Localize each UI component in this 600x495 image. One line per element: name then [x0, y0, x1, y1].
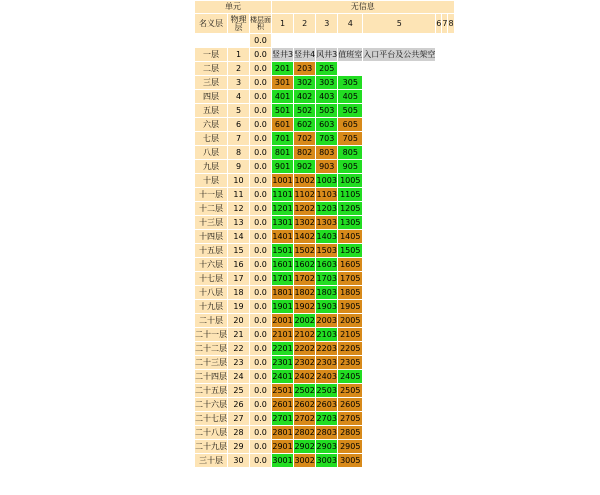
unit-cell[interactable]: 1605	[338, 258, 362, 271]
floor-name-cell: 十五层	[195, 244, 227, 257]
floor-phys-cell: 21	[228, 328, 249, 341]
floor-row	[195, 370, 454, 383]
name-floor-header: 名义层	[195, 14, 227, 33]
floor-name-cell: 二十一层	[195, 328, 227, 341]
unit-cell[interactable]: 2303	[316, 356, 337, 369]
floor-row	[195, 118, 454, 131]
unit-cell[interactable]: 2401	[272, 370, 293, 383]
floor-phys-cell: 11	[228, 188, 249, 201]
floor-area-cell: 0.0	[250, 244, 271, 257]
unit-cell[interactable]: 303	[316, 76, 337, 89]
floor-phys-cell: 13	[228, 216, 249, 229]
empty-cell	[363, 202, 453, 215]
unit-cell[interactable]: 803	[316, 146, 337, 159]
col-header-2: 2	[294, 14, 315, 33]
unit-cell[interactable]: 501	[272, 104, 293, 117]
unit-cell[interactable]: 2701	[272, 412, 293, 425]
floor-row	[195, 300, 454, 313]
floor-area-cell: 0.0	[250, 230, 271, 243]
unit-cell[interactable]: 1005	[338, 174, 362, 187]
floor-phys-cell: 12	[228, 202, 249, 215]
floor-name-cell: 二十八层	[195, 426, 227, 439]
unit-cell[interactable]: 1501	[272, 244, 293, 257]
floor-name-cell: 二十二层	[195, 342, 227, 355]
floor-row	[195, 342, 454, 355]
floor-phys-cell: 1	[228, 48, 249, 61]
col-header-5: 5	[363, 14, 435, 33]
unit-cell[interactable]: 2602	[294, 398, 315, 411]
unit-cell[interactable]: 1702	[294, 272, 315, 285]
unit-cell[interactable]: 703	[316, 132, 337, 145]
floor-phys-cell: 6	[228, 118, 249, 131]
empty-cell	[363, 412, 453, 425]
unit-cell[interactable]: 705	[338, 132, 362, 145]
unit-cell[interactable]: 2001	[272, 314, 293, 327]
floor-name-cell: 十八层	[195, 286, 227, 299]
empty-cell	[363, 384, 453, 397]
empty-cell	[363, 216, 453, 229]
floor-name-cell: 七层	[195, 132, 227, 145]
unit-cell[interactable]: 605	[338, 118, 362, 131]
unit-cell[interactable]: 603	[316, 118, 337, 131]
floor-area-cell: 0.0	[250, 146, 271, 159]
empty-cell	[363, 342, 453, 355]
floor-area-cell: 0.0	[250, 104, 271, 117]
floor-name-cell: 九层	[195, 160, 227, 173]
unit-cell[interactable]: 2803	[316, 426, 337, 439]
unit-cell[interactable]: 2501	[272, 384, 293, 397]
unit-cell[interactable]: 2605	[338, 398, 362, 411]
floor-row	[195, 188, 454, 201]
floor-area-cell: 0.0	[250, 426, 271, 439]
floor-row	[195, 272, 454, 285]
floor-phys-cell: 25	[228, 384, 249, 397]
floor-area-header: 楼层面积	[250, 14, 271, 33]
unit-cell[interactable]: 203	[294, 62, 315, 75]
unit-cell[interactable]: 2402	[294, 370, 315, 383]
unit-cell[interactable]: 1205	[338, 202, 362, 215]
col-header-3: 3	[316, 14, 337, 33]
facility-cell[interactable]: 竖井4	[294, 48, 315, 61]
empty-cell	[363, 104, 453, 117]
unit-cell[interactable]: 2302	[294, 356, 315, 369]
floor-name-cell: 六层	[195, 118, 227, 131]
floor-phys-cell: 15	[228, 244, 249, 257]
floor-row	[195, 454, 454, 467]
floor-phys-cell: 29	[228, 440, 249, 453]
unit-cell[interactable]: 1705	[338, 272, 362, 285]
floor-phys-cell: 9	[228, 160, 249, 173]
floor-area-cell: 0.0	[250, 342, 271, 355]
floor-area-cell: 0.0	[250, 118, 271, 131]
unit-cell[interactable]: 1803	[316, 286, 337, 299]
floor-name-cell: 二十九层	[195, 440, 227, 453]
unit-cell[interactable]: 1505	[338, 244, 362, 257]
floor-row	[195, 146, 454, 159]
floor-phys-cell: 17	[228, 272, 249, 285]
unit-cell[interactable]: 2202	[294, 342, 315, 355]
unit-cell[interactable]: 1502	[294, 244, 315, 257]
unit-cell[interactable]: 802	[294, 146, 315, 159]
unit-cell[interactable]: 2801	[272, 426, 293, 439]
floor-area-cell: 0.0	[250, 454, 271, 467]
floor-row	[195, 216, 454, 229]
unit-cell[interactable]: 901	[272, 160, 293, 173]
floor-name-cell: 一层	[195, 48, 227, 61]
unit-cell[interactable]: 2802	[294, 426, 315, 439]
floor-name-cell: 十九层	[195, 300, 227, 313]
unit-cell[interactable]: 301	[272, 76, 293, 89]
unit-cell[interactable]: 2505	[338, 384, 362, 397]
unit-cell[interactable]: 1903	[316, 300, 337, 313]
floor-row	[195, 244, 454, 257]
floor-row	[195, 314, 454, 327]
floor-row	[195, 104, 454, 117]
floor-area-cell: 0.0	[250, 62, 271, 75]
unit-cell[interactable]: 2101	[272, 328, 293, 341]
floor-row	[195, 160, 454, 173]
facility-cell[interactable]: 入口平台及公共架空	[363, 48, 435, 61]
unit-cell[interactable]: 801	[272, 146, 293, 159]
floor-row	[195, 76, 454, 89]
floor-row	[195, 174, 454, 187]
unit-cell[interactable]: 2502	[294, 384, 315, 397]
unit-cell[interactable]: 2903	[316, 440, 337, 453]
unit-cell[interactable]: 1001	[272, 174, 293, 187]
floor-row	[195, 230, 454, 243]
floor-row	[195, 202, 454, 215]
empty-cell	[363, 160, 453, 173]
floor-row	[195, 426, 454, 439]
floor-phys-cell: 7	[228, 132, 249, 145]
unit-cell[interactable]: 1801	[272, 286, 293, 299]
unit-cell[interactable]: 805	[338, 146, 362, 159]
floor-phys-cell: 5	[228, 104, 249, 117]
floor-row	[195, 286, 454, 299]
unit-cell[interactable]: 1201	[272, 202, 293, 215]
unit-cell[interactable]: 1703	[316, 272, 337, 285]
unit-cell[interactable]: 2403	[316, 370, 337, 383]
unit-cell[interactable]: 402	[294, 90, 315, 103]
unit-cell[interactable]: 2405	[338, 370, 362, 383]
floor-name-cell: 十四层	[195, 230, 227, 243]
floor-area-cell: 0.0	[250, 314, 271, 327]
phys-floor-header: 物理层	[228, 14, 249, 33]
unit-cell[interactable]: 3001	[272, 454, 293, 467]
unit-cell[interactable]: 2103	[316, 328, 337, 341]
floor-area-cell: 0.0	[250, 384, 271, 397]
unit-cell[interactable]: 2603	[316, 398, 337, 411]
empty-cell	[363, 356, 453, 369]
floor-row	[195, 398, 454, 411]
unit-cell[interactable]: 2203	[316, 342, 337, 355]
unit-cell[interactable]: 201	[272, 62, 293, 75]
floor-phys-cell: 14	[228, 230, 249, 243]
floor-area-cell: 0.0	[250, 216, 271, 229]
col-header-1: 1	[272, 14, 293, 33]
unit-cell[interactable]: 2805	[338, 426, 362, 439]
col-header-7: 7	[442, 14, 447, 33]
floor-area-cell: 0.0	[250, 174, 271, 187]
unit-cell[interactable]: 1103	[316, 188, 337, 201]
floor-row	[195, 356, 454, 369]
unit-cell[interactable]: 405	[338, 90, 362, 103]
unit-cell[interactable]: 2503	[316, 384, 337, 397]
floor-name-cell: 八层	[195, 146, 227, 159]
unit-cell[interactable]: 1905	[338, 300, 362, 313]
empty-cell	[363, 188, 453, 201]
floor-row	[195, 48, 454, 61]
floor-area-cell: 0.0	[250, 300, 271, 313]
floor-phys-cell: 23	[228, 356, 249, 369]
unit-cell[interactable]: 2201	[272, 342, 293, 355]
empty-cell	[363, 300, 453, 313]
floor-phys-cell: 24	[228, 370, 249, 383]
floor-name-cell: 三十层	[195, 454, 227, 467]
unit-cell[interactable]: 2003	[316, 314, 337, 327]
unit-cell[interactable]: 1701	[272, 272, 293, 285]
unit-cell[interactable]: 2705	[338, 412, 362, 425]
unit-cell[interactable]: 602	[294, 118, 315, 131]
floor-phys-cell: 4	[228, 90, 249, 103]
unit-cell[interactable]: 1203	[316, 202, 337, 215]
floor-name-cell: 五层	[195, 104, 227, 117]
unit-cell[interactable]: 2703	[316, 412, 337, 425]
floor-name-cell: 二十六层	[195, 398, 227, 411]
unit-cell[interactable]: 1305	[338, 216, 362, 229]
top-blank-name	[195, 34, 227, 47]
unit-cell[interactable]: 1002	[294, 174, 315, 187]
floor-row	[195, 384, 454, 397]
floor-name-cell: 二层	[195, 62, 227, 75]
empty-cell	[363, 426, 453, 439]
floor-name-cell: 二十五层	[195, 384, 227, 397]
facility-cell[interactable]: 竖井3	[272, 48, 293, 61]
unit-cell[interactable]: 1902	[294, 300, 315, 313]
unit-cell[interactable]: 2105	[338, 328, 362, 341]
floor-phys-cell: 27	[228, 412, 249, 425]
floor-phys-cell: 16	[228, 258, 249, 271]
floor-area-cell: 0.0	[250, 286, 271, 299]
unit-cell[interactable]: 701	[272, 132, 293, 145]
building-unit-table	[194, 0, 455, 468]
floor-area-cell: 0.0	[250, 90, 271, 103]
top-floor-area: 0.0	[250, 34, 271, 47]
unit-cell[interactable]: 2002	[294, 314, 315, 327]
floor-name-cell: 十二层	[195, 202, 227, 215]
floor-phys-cell: 28	[228, 426, 249, 439]
unit-cell[interactable]: 1802	[294, 286, 315, 299]
unit-cell[interactable]: 1601	[272, 258, 293, 271]
empty-cell	[363, 118, 453, 131]
empty-cell	[338, 62, 453, 75]
floor-name-cell: 二十层	[195, 314, 227, 327]
empty-cell	[363, 146, 453, 159]
floor-area-cell: 0.0	[250, 398, 271, 411]
floor-phys-cell: 19	[228, 300, 249, 313]
unit-cell[interactable]: 1403	[316, 230, 337, 243]
floor-area-cell: 0.0	[250, 160, 271, 173]
unit-cell[interactable]: 3003	[316, 454, 337, 467]
col-header-6: 6	[436, 14, 441, 33]
empty-cell	[363, 90, 453, 103]
unit-cell[interactable]: 1602	[294, 258, 315, 271]
empty-cell	[363, 132, 453, 145]
unit-cell[interactable]: 403	[316, 90, 337, 103]
floor-area-cell: 0.0	[250, 48, 271, 61]
floor-name-cell: 十层	[195, 174, 227, 187]
unit-cell[interactable]: 905	[338, 160, 362, 173]
floor-name-cell: 二十四层	[195, 370, 227, 383]
floor-rows	[195, 48, 454, 467]
floor-area-cell: 0.0	[250, 76, 271, 89]
unit-cell[interactable]: 1405	[338, 230, 362, 243]
floor-phys-cell: 2	[228, 62, 249, 75]
floor-name-cell: 四层	[195, 90, 227, 103]
unit-cell[interactable]: 3002	[294, 454, 315, 467]
floor-area-cell: 0.0	[250, 412, 271, 425]
unit-cell[interactable]: 1603	[316, 258, 337, 271]
floor-area-cell: 0.0	[250, 188, 271, 201]
unit-cell[interactable]: 1102	[294, 188, 315, 201]
floor-phys-cell: 8	[228, 146, 249, 159]
unit-cell[interactable]: 1101	[272, 188, 293, 201]
top-blank-units	[272, 34, 454, 47]
floor-area-cell: 0.0	[250, 440, 271, 453]
floor-phys-cell: 26	[228, 398, 249, 411]
unit-cell[interactable]: 2601	[272, 398, 293, 411]
floor-name-cell: 十三层	[195, 216, 227, 229]
empty-cell	[363, 314, 453, 327]
unit-cell[interactable]: 2905	[338, 440, 362, 453]
floor-row	[195, 412, 454, 425]
floor-area-cell: 0.0	[250, 202, 271, 215]
empty-cell	[363, 272, 453, 285]
floor-name-cell: 二十三层	[195, 356, 227, 369]
floor-area-cell: 0.0	[250, 272, 271, 285]
unit-cell[interactable]: 2005	[338, 314, 362, 327]
floor-row	[195, 132, 454, 145]
floor-phys-cell: 30	[228, 454, 249, 467]
floor-phys-cell: 3	[228, 76, 249, 89]
unit-cell[interactable]: 1301	[272, 216, 293, 229]
unit-cell[interactable]: 302	[294, 76, 315, 89]
unit-cell[interactable]: 1503	[316, 244, 337, 257]
floor-area-cell: 0.0	[250, 370, 271, 383]
floor-row	[195, 258, 454, 271]
unit-cell[interactable]: 505	[338, 104, 362, 117]
unit-cell[interactable]: 2902	[294, 440, 315, 453]
floor-name-cell: 十六层	[195, 258, 227, 271]
floor-name-cell: 三层	[195, 76, 227, 89]
unit-cell[interactable]: 2205	[338, 342, 362, 355]
unit-cell[interactable]: 401	[272, 90, 293, 103]
col-header-4: 4	[338, 14, 362, 33]
floor-row	[195, 90, 454, 103]
empty-cell	[363, 454, 453, 467]
unit-cell[interactable]: 1303	[316, 216, 337, 229]
unit-cell[interactable]: 2901	[272, 440, 293, 453]
unit-cell[interactable]: 1401	[272, 230, 293, 243]
empty-cell	[363, 244, 453, 257]
facility-cell[interactable]: 值班室	[338, 48, 362, 61]
floor-area-cell: 0.0	[250, 356, 271, 369]
floor-name-cell: 十七层	[195, 272, 227, 285]
floor-area-cell: 0.0	[250, 328, 271, 341]
floor-phys-cell: 18	[228, 286, 249, 299]
floor-area-cell: 0.0	[250, 258, 271, 271]
floor-area-cell: 0.0	[250, 132, 271, 145]
floor-name-cell: 十一层	[195, 188, 227, 201]
unit-cell[interactable]: 1805	[338, 286, 362, 299]
empty-cell	[363, 76, 453, 89]
empty-cell	[363, 328, 453, 341]
unit-header: 单元	[195, 1, 271, 13]
unit-cell[interactable]: 1003	[316, 174, 337, 187]
no-info-header: 无信息	[272, 1, 454, 13]
unit-cell[interactable]: 503	[316, 104, 337, 117]
unit-cell[interactable]: 1202	[294, 202, 315, 215]
unit-cell[interactable]: 1901	[272, 300, 293, 313]
unit-cell[interactable]: 1402	[294, 230, 315, 243]
empty-cell	[363, 174, 453, 187]
floor-row	[195, 62, 454, 75]
unit-cell[interactable]: 702	[294, 132, 315, 145]
top-blank-phys	[228, 34, 249, 47]
empty-cell	[363, 286, 453, 299]
unit-cell[interactable]: 1302	[294, 216, 315, 229]
floor-row	[195, 328, 454, 341]
unit-cell[interactable]: 2305	[338, 356, 362, 369]
unit-cell[interactable]: 2102	[294, 328, 315, 341]
unit-cell[interactable]: 902	[294, 160, 315, 173]
col-header-8: 8	[448, 14, 453, 33]
unit-cell[interactable]: 305	[338, 76, 362, 89]
unit-cell[interactable]: 2301	[272, 356, 293, 369]
empty-cell	[363, 230, 453, 243]
floor-name-cell: 二十七层	[195, 412, 227, 425]
empty-cell	[363, 370, 453, 383]
unit-cell[interactable]: 2702	[294, 412, 315, 425]
unit-cell[interactable]: 1105	[338, 188, 362, 201]
floor-row	[195, 440, 454, 453]
unit-cell[interactable]: 502	[294, 104, 315, 117]
floor-phys-cell: 10	[228, 174, 249, 187]
empty-cell	[363, 258, 453, 271]
empty-cell	[363, 440, 453, 453]
floor-phys-cell: 20	[228, 314, 249, 327]
empty-cell	[363, 398, 453, 411]
unit-cell[interactable]: 601	[272, 118, 293, 131]
unit-cell[interactable]: 3005	[338, 454, 362, 467]
empty-cell	[436, 48, 453, 61]
unit-cell[interactable]: 903	[316, 160, 337, 173]
unit-cell[interactable]: 205	[316, 62, 337, 75]
facility-cell[interactable]: 风井3	[316, 48, 337, 61]
floor-phys-cell: 22	[228, 342, 249, 355]
